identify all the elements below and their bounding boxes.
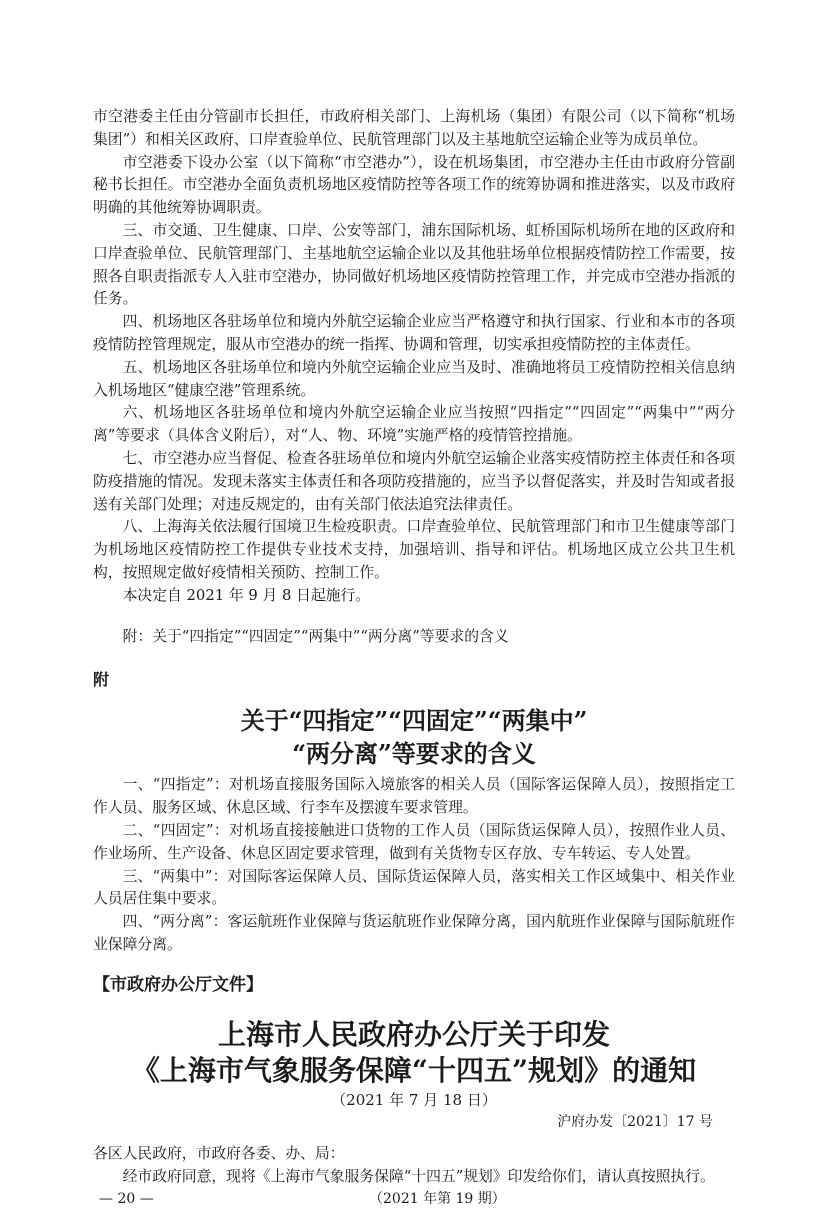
decision-continuation (93, 106, 735, 648)
paragraph: 市空港委下设办公室（以下简称“市空港办”），设在机场集团，市空港办主任由市政府分管副秘书长担任。市空港办全面负责机场地区疫情防控等各项工作的统筹协调和推进落实，以及市政府明确的其他统筹协调职责。 (93, 153, 735, 217)
notice-title (93, 1017, 735, 1089)
appendix-label: 附 (93, 670, 110, 690)
paragraph: 一、“四指定”：对机场直接服务国际入境旅客的相关人员（国际客运保障人员），按照指定工作人员、服务区域、休息区域、行李车及摆渡车要求管理。 (93, 776, 735, 817)
issue-label: （2021 年第 19 期） (369, 1191, 506, 1208)
notice-title-line: 上海市人民政府办公厅关于印发 (217, 1017, 610, 1051)
category-heading: 【市政府办公厅文件】 (93, 974, 263, 995)
paragraph: 五、机场地区各驻场单位和境内外航空运输企业应当及时、准确地将员工疫情防控相关信息纳入机场地区“健康空港”管理系统。 (93, 358, 735, 399)
notice-body: 经市政府同意，现将《上海市气象服务保障“十四五”规划》印发给你们，请认真按照执行。 (122, 1167, 715, 1185)
appendix-title (93, 704, 735, 770)
paragraph: 四、机场地区各驻场单位和境内外航空运输企业应当严格遵守和执行国家、行业和本市的各项疫情防控管理规定，服从市空港办的统一指挥、协调和管理，切实承担疫情防控的主体责任。 (93, 313, 735, 353)
paragraph: 六、机场地区各驻场单位和境内外航空运输企业应当按照“四指定”“四固定”“两集中”“两分离”等要求（具体含义附后），对“人、物、环境”实施严格的疫情管控措施。 (93, 404, 735, 445)
paragraph: 四、“两分离”：客运航班作业保障与货运航班作业保障分离，国内航班作业保障与国际航班作业保障分离。 (93, 913, 735, 953)
addressee: 各区人民政府，市政府各委、办、局： (93, 1144, 345, 1162)
paragraph: 八、上海海关依法履行国境卫生检疫职责。口岸查验单位、民航管理部门和市卫生健康等部门为机场地区疫情防控工作提供专业技术支持，加强培训、指导和评估。机场地区成立公共卫生机构，按照规定做好疫情相关预防、控制工作。 (93, 518, 735, 581)
appendix (93, 668, 735, 956)
document-page (93, 106, 735, 1210)
appendix-title-line: “两分离”等要求的含义 (292, 739, 536, 769)
notice (93, 973, 735, 1189)
notice-title-line: 《上海市气象服务保障“十四五”规划》的通知 (131, 1053, 697, 1087)
paragraph: 二、“四固定”：对机场直接接触进口货物的工作人员（国际货运保障人员），按照作业人员、作业场所、生产设备、休息区固定要求管理，做到有关货物专区存放、专车转运、专人处置。 (93, 821, 735, 862)
page-number: — 20 — (99, 1191, 154, 1208)
appendix-title-line: 关于“四指定”“四固定”“两集中” (240, 706, 588, 736)
paragraph: 七、市空港办应当督促、检查各驻场单位和境内外航空运输企业落实疫情防控主体责任和各项防疫措施的情况。发现未落实主体责任和各项防疫措施的，应当予以督促落实，并及时告知或者报送有关部门处理；对违反规定的，由有关部门依法追究法律责任。 (93, 449, 735, 513)
page-footer (93, 1188, 735, 1210)
paragraph: 三、市交通、卫生健康、口岸、公安等部门，浦东国际机场、虹桥国际机场所在地的区政府和口岸查验单位、民航管理部门、主基地航空运输企业以及其他驻场单位根据疫情防控工作需要，按照各自职责指派专人入驻市空港办，协同做好机场地区疫情防控管理工作，并完成市空港办指派的任务。 (93, 221, 735, 308)
paragraph: 市空港委主任由分管副市长担任，市政府相关部门、上海机场（集团）有限公司（以下简称“机场集团”）和相关区政府、口岸查验单位、民航管理部门以及主基地航空运输企业等为成员单位。 (93, 108, 735, 148)
effective-date: 本决定自 2021 年 9 月 8 日起施行。 (122, 586, 371, 604)
attachment-note: 附：关于“四指定”“四固定”“两集中”“两分离”等要求的含义 (122, 627, 509, 645)
paragraph: 三、“两集中”：对国际客运保障人员、国际货运保障人员，落实相关工作区域集中、相关作业人员居住集中要求。 (93, 867, 735, 908)
notice-date: （2021 年 7 月 18 日） (331, 1090, 497, 1109)
document-number: 沪府办发〔2021〕17 号 (557, 1113, 713, 1130)
